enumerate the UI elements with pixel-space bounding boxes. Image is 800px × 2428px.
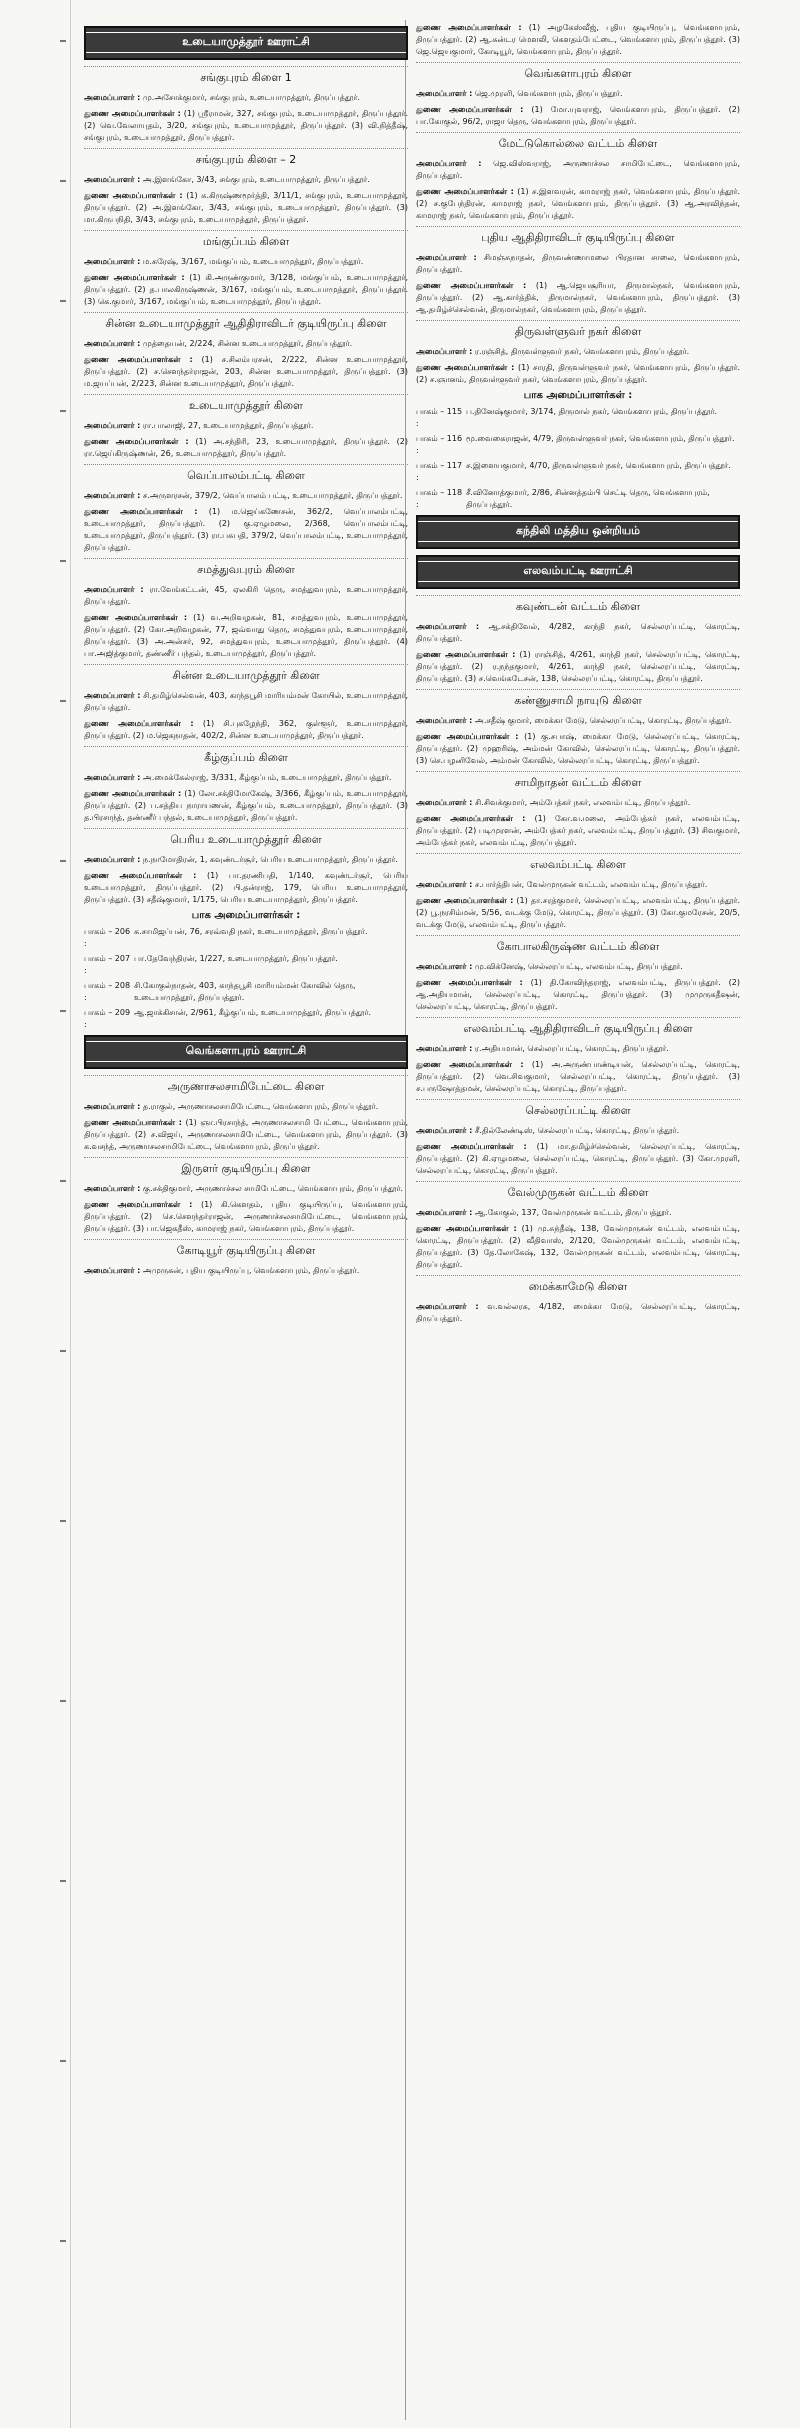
booth-text: ஆ.ஜாக்கிசான், 2/961, கீழ்குப்பம், உடையாமுத்தூர், திருப்பத்தூர். — [134, 1008, 372, 1017]
union-banner: கந்திலி மத்திய ஒன்றியம் — [416, 515, 740, 549]
deputies-line: துணை அமைப்பாளர்கள் : (1) கோ.வ.மலை, அம்பேத்கர் நகர், எலவம்பட்டி, திருப்பத்தூர். (2) படிமுரளன், அம்பேத்கர் நகர், எலவம்பட்டி, திருப்பத்தூர். (3) சிவகுமார், அம்பேத்கர் நகர், எலவம்பட்டி, திருப்பத்தூர். — [416, 814, 741, 847]
booth-text: மூ.வைகைராஜன், 4/79, திருவள்ளுவர் நகர், வெங்களாபுரம், திருப்பத்தூர். — [466, 434, 735, 443]
branch-section — [416, 1275, 740, 1325]
leader-line: அமைப்பாளர் : ரா.பாலாஜி, 27, உடையாமுத்தூர், திருப்பத்தூர். — [84, 421, 314, 430]
branch-section — [84, 558, 408, 660]
deputies-line: துணை அமைப்பாளர்கள் : (1) அ.சந்திரி, 23, உடையாமுத்தூர், திருப்பத்தூர். (2) ரா.ஜெய்கிருஷ்ணன், 26, உடையாமுத்தூர், திருப்பத்தூர். — [84, 437, 408, 458]
booth-label: பாகம் – 208 : — [84, 981, 131, 1002]
booth-row — [416, 406, 740, 430]
branch-section — [416, 1099, 740, 1177]
branch-section — [416, 132, 740, 222]
deputies-line: துணை அமைப்பாளர்கள் : (1) மா.தமிழ்ச்செல்வன், செல்லரப்பட்டி, கொரட்டி, திருப்பத்தூர். (2) கி.ஏழுமலை, செல்லரப்பட்டி, கொரட்டி, திருப்பத்தூர். (3) கோ.முரளி, செல்லரப்பட்டி, கொரட்டி, திருப்பத்தூர். — [416, 1142, 741, 1175]
branch-title: உடையாமுத்தூர் கிளை — [84, 394, 408, 417]
leader-line: அமைப்பாளர் : சிமஞ்சுநாதன், திருவண்ணாமலை பிரதான சாலை, வெங்களாபுரம், திருப்பத்தூர். — [416, 253, 740, 274]
booth-text: சி.கோகுல்நாதன், 403, காந்தபூசி மாரியம்மன் கோவில் தெரு, உடையாமுத்தூர், திருப்பத்தூர். — [134, 981, 356, 1002]
branch-title: மேட்டுகொல்லை வட்டம் கிளை — [416, 132, 740, 155]
branch-section — [84, 66, 408, 144]
deputies-line: துணை அமைப்பாளர்கள் : (1) கி.கௌதம், புதிய குடியிருப்பு, வெங்களாபுரம், திருப்பத்தூர். (2) செ.சௌந்தர்ராஜன், அருணாச்சலசாமிபேட்டை, வெங்களாபுரம், திருப்பத்தூர். (3) பா.ஜெகதீஸ், காமராஜ் நகர், வெங்களாபுரம், திருப்பத்தூர். — [84, 1200, 408, 1233]
branch-title: புதிய ஆதிதிராவிடர் குடியிருப்பு கிளை — [416, 226, 740, 249]
branch-section — [416, 320, 740, 386]
deputies-line: துணை அமைப்பாளர்கள் : (1) அ.அருண்பாண்டியன், செல்லரப்பட்டி, கொரட்டி, திருப்பத்தூர். (2) வெ.சிவகுமார், செல்லரப்பட்டி, கொரட்டி, திருப்பத்தூர். (3) ச.பருஷோத்தமன், செல்லரப்பட்டி, கொரட்டி, திருப்பத்தூர். — [416, 1060, 741, 1093]
panchayat-banner-right: எலவம்பட்டி ஊராட்சி — [416, 555, 740, 589]
left-margin-fragment — [0, 0, 71, 2428]
leader-line: அமைப்பாளர் : அ.சதீஷ் குமார், மைக்கா மேடு, செல்லரப்பட்டி, கொரட்டி, திருப்பத்தூர். — [416, 716, 732, 725]
branch-title: வெங்களாபுரம் கிளை — [416, 62, 740, 85]
branch-title: மங்குப்பம் கிளை — [84, 230, 408, 253]
panchayat-banner-2: வெங்களாபுரம் ஊராட்சி — [84, 1035, 408, 1069]
branch-section — [416, 1017, 740, 1095]
deputies-line: துணை அமைப்பாளர்கள் : (1) பா.தரணிபதி, 1/140, கவுண்டர்சூர், பெரிய உடையாமுத்தூர், திருப்பத்தூர். (2) பி.தன்ராஜ், 179, பெரிய உடையாமுத்தூர், திருப்பத்தூர். (3) சதீஷ்குமார், 1/175, பெரிய உடையாமுத்தூர், திருப்பத்தூர். — [84, 871, 408, 904]
booth-text: ச.இளையகுமார், 4/70, திருவள்ளுவர் நகர், வெங்களாபுரம், திருப்பத்தூர். — [466, 461, 731, 470]
leader-line: அமைப்பாளர் : ச.அருளரசன், 379/2, வெப்பாலம் பட்டி, உடையாமுத்தூர், திருப்பத்தூர். — [84, 491, 403, 500]
leader-line: அமைப்பாளர் : வ.வல்லரசு, 4/182, மைக்கா மேடு, செல்லரப்பட்டி, கொரட்டி, திருப்பத்தூர். — [416, 1302, 740, 1323]
leader-line: அமைப்பாளர் : ச.பார்த்திபன், வேல்முருகன் வட்டம், எலவம்பட்டி, திருப்பத்தூர். — [416, 880, 708, 889]
branch-title: சின்ன உடையாமுத்தூர் கிளை — [84, 664, 408, 687]
branch-section — [416, 935, 740, 1013]
booth-row — [84, 980, 408, 1004]
branch-section — [416, 853, 740, 931]
branch-section — [84, 148, 408, 226]
leader-line: அமைப்பாளர் : அ.இளங்கோ, 3/43, சங்குபுரம், உடையாமுத்தூர், திருப்பத்தூர். — [84, 175, 370, 184]
booth-label: பாகம் – 117 : — [416, 461, 463, 482]
leader-line: அமைப்பாளர் : ந.நாமோதிரன், 1, கவுண்டர்சூர், பெரிய உடையாமுத்தூர், திருப்பத்தூர். — [84, 855, 398, 864]
branch-section — [84, 312, 408, 390]
leader-line: அமைப்பாளர் : ரா.வேங்கட்டன், 45, ஏலகிரி தெரு, சமத்துவபுரம், உடையாமுத்தூர், திருப்பத்தூர். — [84, 585, 409, 606]
leader-line: அமைப்பாளர் : சி.சிவக்குமார், அம்பேத்கர் நகர், எலவம்பட்டி, திருப்பத்தூர். — [416, 798, 691, 807]
leader-line: அமைப்பாளர் : ர.அதியமான், செல்லரப்பட்டி, கொரட்டி, திருப்பத்தூர். — [416, 1044, 669, 1053]
branch-title: திருவள்ளுவர் நகர் கிளை — [416, 320, 740, 343]
panchayat-banner: உடையாமுத்தூர் ஊராட்சி — [84, 26, 408, 60]
leader-line: அமைப்பாளர் : முத்தையன், 2/224, சின்ன உடையாமுத்தூர், திருப்பத்தூர். — [84, 339, 353, 348]
branch-section — [84, 1157, 408, 1235]
leader-line: அமைப்பாளர் : மு.விக்னேஷ், செல்லரப்பட்டி, எலவம்பட்டி, திருப்பத்தூர். — [416, 962, 683, 971]
leader-line: அமைப்பாளர் : ம.சுரேஷ், 3/167, மங்குப்பம், உடையாமுத்தூர், திருப்பத்தூர். — [84, 257, 364, 266]
leader-line: அமைப்பாளர் : மு.அசோக்குமார், சங்குபுரம், உடையாமுத்தூர், திருப்பத்தூர். — [84, 93, 360, 102]
deputies-line: துணை அமைப்பாளர்கள் : (1) ச.இளவரன், காமராஜ் நகர், வெங்களாபுரம், திருப்பத்தூர். (2) ச.குபேந்திரன், காமராஜ் நகர், வெங்களாபுரம், திருப்பத்தூர். (3) ஆ.அரவிந்தன், காமராஜ் நகர், வெங்களாபுரம், திருப்பத்தூர். — [416, 187, 740, 220]
booth-heading: பாக அமைப்பாளர்கள் : — [191, 910, 301, 921]
booth-row — [416, 433, 740, 457]
branch-section — [84, 394, 408, 460]
leader-line: அமைப்பாளர் : சி.தமிழ்செல்வன், 403, காந்தபூசி மாரியம்மன் கோயில், உடையாமுத்தூர், திருப்பத்தூர். — [84, 691, 408, 712]
branch-title: சமத்துவபுரம் கிளை — [84, 558, 408, 581]
booth-organisers-right — [416, 390, 740, 511]
branch-title: வேல்முருகன் வட்டம் கிளை — [416, 1181, 740, 1204]
branch-title: கவுண்டன் வட்டம் கிளை — [416, 595, 740, 618]
booth-organisers — [84, 910, 408, 1031]
branch-title: கண்ணுசாமி நாயுடு கிளை — [416, 689, 740, 712]
branch-section — [416, 595, 740, 685]
continued-section: துணை அமைப்பாளர்கள் : (1) அழகேஸ்வீஜ், புதிய குடியிருப்பு, வெங்களாபுரம், திருப்பத்தூர். (2) ஆ.சுன்டர மெளலி, கௌதம்பேட்டை, வெங்களாபுரம், திருப்பத்தூர். (3) ஜெ.ஜெயகுமார், கோடியூர், வெங்களாபுரம், திருப்பத்தூர். — [416, 23, 740, 56]
branch-title: அருணாசலசாமிபேட்டை கிளை — [84, 1075, 408, 1098]
deputies-line: துணை அமைப்பாளர்கள் : (1) மோ.யுவராஜ், வெங்களாபுரம், திருப்பத்தூர். (2) பா.கோகுல், 96/2, ராஜா தெரு, வெங்களாபுரம், திருப்பத்தூர். — [416, 105, 740, 126]
deputies-line: துணை அமைப்பாளர்கள் : (1) கு.சபாஷ், மைக்கா மேடு, செல்லரப்பட்டி, கொரட்டி, திருப்பத்தூர். (2) முஹரிஷ், அம்மன் கோவில், செல்லரப்பட்டி, கொரட்டி, திருப்பத்தூர். (3) செ.பழனிவேல், அம்மன் கோவில், செல்லரப்பட்டி, கொரட்டி, திருப்பத்தூர். — [416, 732, 740, 765]
leader-line: அமைப்பாளர் : கு.சக்திகுமார், அருணாச்சல சாமிபேட்டை, வெங்களாபுரம், திருப்பத்தூர். — [84, 1184, 404, 1193]
deputies-line: துணை அமைப்பாளர்கள் : (1) ஸ்ரீராமன், 327, சங்குபுரம், உடையாமுத்தூர், திருப்பத்தூர். (2) வெ.வேலாயுதம், 3/20, சங்குபுரம், உடையாமுத்தூர், திருப்பத்தூர். (3) வி.நித்தீஷ், சங்குபுரம், உடையாமுத்தூர், திருப்பத்தூர். — [84, 109, 408, 142]
booth-row — [416, 460, 740, 484]
branch-title: எலவம்பட்டி ஆதிதிராவிடர் குடியிருப்பு கிளை — [416, 1017, 740, 1040]
deputies-line: துணை அமைப்பாளர்கள் : (1) ம.ஜெய்கணேசன், 362/2, வெப்பாலம்பட்டி, உடையாமுத்தூர், திருப்பத்தூர். (2) கு.ஏழுமலை, 2/368, வெப்பாலம்பட்டி, உடையாமுத்தூர், திருப்பத்தூர். (3) ரா.பசுபதி, 379/2, வெப்பாலம்பட்டி, உடையாமுத்தூர், திருப்பத்தூர். — [84, 507, 409, 552]
booth-label: பாகம் – 115 : — [416, 407, 463, 428]
booth-text: க.சாமிஜப்பன், 76, சரவ்வதி நகர், உடையாமுத்தூர், திருப்பத்தூர். — [134, 927, 368, 936]
deputies-line: துணை அமைப்பாளர்கள் : (1) ஞா.பிரசாந்த், அருணாசலசாமி பேட்டை, வெங்களாபுரம், திருப்பத்தூர். (2) ச.விஜய், அருணாசலசாமிபேட்டை, வெங்களாபுரம், திருப்பத்தூர். (3) க.வசந்த், அருணாசலசாமிபேட்டை, வெங்களாபுரம், திருப்பத்தூர். — [84, 1118, 408, 1151]
branch-section — [416, 1181, 740, 1271]
branch-title: வெப்பாலம்பட்டி கிளை — [84, 464, 408, 487]
left-column — [84, 22, 408, 1281]
leader-line: அமைப்பாளர் : ஆ.கோகுல், 137, வேல்முருகன் வட்டம், திருப்பத்தூர். — [416, 1208, 672, 1217]
booth-label: பாகம் – 207 : — [84, 954, 131, 975]
branch-title: சங்குபுரம் கிளை – 2 — [84, 148, 408, 171]
leader-line: அமைப்பாளர் : த.ராகுல், அருணாசலசாமிபேட்டை, வெங்களாபுரம், திருப்பத்தூர். — [84, 1102, 379, 1111]
booth-text: பா.தேவேந்திரன், 1/227, உடையாமுத்தூர், திருப்பத்தூர். — [134, 954, 338, 963]
booth-row — [84, 1007, 408, 1031]
branch-title: சின்ன உடையாமுத்தூர் ஆதிதிராவிடர் குடியிருப்பு கிளை — [84, 312, 408, 335]
booth-text: ப.தினேஷ்குமார், 3/174, திருமால் நகர், வெங்களாபுரம், திருப்பத்தூர். — [466, 407, 718, 416]
branch-title: கீழ்குப்பம் கிளை — [84, 746, 408, 769]
branch-title: கோபாலகிருஷ்ண வட்டம் கிளை — [416, 935, 740, 958]
branch-title: மைக்காமேடு கிளை — [416, 1275, 740, 1298]
branch-section — [84, 230, 408, 308]
branch-title: சங்குபுரம் கிளை 1 — [84, 66, 408, 89]
booth-label: பாகம் – 209 : — [84, 1008, 131, 1029]
deputies-line: துணை அமைப்பாளர்கள் : (1) சாரதி, திருவள்ளுவர் நகர், வெங்களாபுரம், திருப்பத்தூர். (2) ச.ஞானம், திருவள்ளுவர் நகர், வெங்களாபுரம், திருப்பத்தூர். — [416, 363, 740, 384]
leader-line: அமைப்பாளர் : ஜெ.முரளி, வெங்களாபுரம், திருப்பத்தூர். — [416, 89, 623, 98]
right-column — [416, 22, 740, 1329]
deputies-line: துணை அமைப்பாளர்கள் : (1) ஆ.ஜெயசூரியா, திருமால்நகர், வெங்களாபுரம், திருப்பத்தூர். (2) ஆ.கார்த்திக், திருமால்நகர், வெங்களாபுரம், திருப்பத்தூர். (3) ஆ.தமிழ்ச்செல்வன், திருமால்நகர், வெங்களாபுரம், திருப்பத்தூர். — [416, 281, 741, 314]
branch-title: செல்லரப்பட்டி கிளை — [416, 1099, 740, 1122]
booth-label: பாகம் – 118 : — [416, 488, 463, 509]
deputies-line: துணை அமைப்பாளர்கள் : (1) தா.சரத்குமார், செல்லரப்பட்டி, எலவம்பட்டி, திருப்பத்தூர். (2) பூ.நரசிம்மன், 5/56, வடக்கு மேடு, கொரட்டி, திருப்பத்தூர். (3) கோ.குமரேசன், 20/5, வடக்கு மேடு, எலவம்பட்டி, திருப்பத்தூர். — [416, 896, 740, 929]
booth-heading: பாக அமைப்பாளர்கள் : — [523, 390, 633, 401]
branch-section — [84, 746, 408, 824]
booth-row — [84, 953, 408, 977]
branch-title: பெரிய உடையாமுத்தூர் கிளை — [84, 828, 408, 851]
booth-label: பாகம் – 116 : — [416, 434, 463, 455]
deputies-line: துணை அமைப்பாளர்கள் : (1) மு.சுந்தீஷ், 138, வேல்முருகன் வட்டம், எலவம்பட்டி, கொரட்டி, திருப்பத்தூர். (2) வீதிவாஸ், 2/120, வேல்முருகன் வட்டம், எலவம்பட்டி, திருப்பத்தூர். (3) தே.லோகேஷ், 132, வேல்முருகன் வட்டம், எலவம்பட்டி, கொரட்டி, திருப்பத்தூர். — [416, 1224, 740, 1269]
branch-title: எலவம்பட்டி கிளை — [416, 853, 740, 876]
booth-row — [416, 487, 740, 511]
branch-title: கோடியூர் குடியிருப்பு கிளை — [84, 1239, 408, 1262]
leader-line: அமைப்பாளர் : ஆ.சக்திவேல், 4/282, காந்தி நகர், செல்லரப்பட்டி, கொரட்டி, திருப்பத்தூர். — [416, 622, 740, 643]
branch-section — [416, 62, 740, 128]
branch-title: சாமிநாதன் வட்டம் கிளை — [416, 771, 740, 794]
booth-text: சீ.வினோத்குமார், 2/86, சின்னத்தம்பி செட்டி தெரு, வெங்களாபுரம், திருப்பத்தூர். — [466, 488, 710, 509]
deputies-line: துணை அமைப்பாளர்கள் : (1) சு.கிருஷ்ணமூர்த்தி, 3/11/1, சங்குபுரம், உடையாமுத்தூர், திருப்பத்தூர். (2) அ.இளங்கோ, 3/43, சங்குபுரம், உடையாமுத்தூர், திருப்பத்தூர். (3) மா.கிருபநிதி, 3/43, சங்குபுரம், உடையாமுத்தூர், திருப்பத்தூர். — [84, 191, 408, 224]
deputies-line: துணை அமைப்பாளர்கள் : (1) தி.கோவிந்தராஜ், எலவம்பட்டி, திருப்பத்தூர். (2) ஆ.அதியமான், செல்லரப்பட்டி, கொரட்டி, திருப்பத்தூர். (3) முமுருகதீஷன், செல்லரப்பட்டி, கொரட்டி, திருப்பத்தூர். — [416, 978, 740, 1011]
leader-line: அமைப்பாளர் : அ.மைக்கேல்ராஜ், 3/331, கீழ்குப்பம், உடையாமுத்தூர், திருப்பத்தூர். — [84, 773, 392, 782]
leader-line: அமைப்பாளர் : அமுருகன், புதிய குடியிருப்பு, வெங்களாபுரம், திருப்பத்தூர். — [84, 1266, 360, 1275]
branch-section — [84, 1075, 408, 1153]
branch-section — [84, 664, 408, 742]
leader-line: அமைப்பாளர் : ஜெ.விஸ்வராஜ், அருணாச்சல சாமிபேட்டை, வெங்களாபுரம், திருப்பத்தூர். — [416, 159, 741, 180]
leader-line: அமைப்பாளர் : ர.ரஞ்சித், திருவள்ளுவர் நகர், வெங்களாபுரம், திருப்பத்தூர். — [416, 347, 690, 356]
branch-section — [416, 689, 740, 767]
deputies-line: துணை அமைப்பாளர்கள் : (1) லோ.சக்திமோகேஷ், 3/366, கீழ்குப்பம், உடையாமுத்தூர், திருப்பத்தூர். (2) ப.சத்திய நாராயணன், கீழ்குப்பம், உடையாமுத்தூர், திருப்பத்தூர். (3) த.பிரசாந்த், தண்ணீர் பந்தல், உடையாமுத்தூர், திருப்பத்தூர். — [84, 789, 409, 822]
branch-title: இருளர் குடியிருப்பு கிளை — [84, 1157, 408, 1180]
branch-section — [84, 828, 408, 906]
deputies-line: துணை அமைப்பாளர்கள் : (1) கி.அருண்குமார், 3/128, மங்குப்பம், உடையாமுத்தூர், திருப்பத்தூர். (2) த.பாலகிருஷ்ணன், 3/167, மங்குப்பம், உடையாமுத்தூர், திருப்பத்தூர். (3) கெ.குமார், 3/167, மங்குப்பம், உடையாமுத்தூர், திருப்பத்தூர். — [84, 273, 408, 306]
leader-line: அமைப்பாளர் : சீ.தில்லேண்டிஸ், செல்லரப்பட்டி, கொரட்டி, திருப்பத்தூர். — [416, 1126, 680, 1135]
deputies-line: துணை அமைப்பாளர்கள் : (1) ச.சிலம்பரசன், 2/222, சின்ன உடையாமுத்தூர், திருப்பத்தூர். (2) ச.சௌந்தர்ராஜன், 203, சின்ன உடையாமுத்தூர், திருப்பத்தூர். (3) ம.ஜயப்பன், 2/223, சின்ன உடையாமுத்தூர், திருப்பத்தூர். — [84, 355, 408, 388]
booth-label: பாகம் – 206 : — [84, 927, 131, 948]
branch-section — [416, 771, 740, 849]
branch-section — [84, 1239, 408, 1277]
branch-section — [416, 226, 740, 316]
deputies-line: துணை அமைப்பாளர்கள் : (1) சி.புகழேந்தி, 362, குள்ளூர், உடையாமுத்தூர், திருப்பத்தூர். (2) ம.ஜெகநாதன், 402/2, சின்ன உடையாமுத்தூர், திருப்பத்தூர். — [84, 719, 408, 740]
booth-row — [84, 926, 408, 950]
deputies-line: துணை அமைப்பாளர்கள் : (1) ராஞ்சித், 4/261, காந்தி நகர், செல்லரப்பட்டி, கொரட்டி, திருப்பத்தூர். (2) ர.நந்தகுமார், 4/261, காந்தி நகர், செல்லரப்பட்டி, கொரட்டி, திருப்பத்தூர். (3) ச.வெங்கடேசன், 138, செல்லரப்பட்டி, கொரட்டி, திருப்பத்தூர். — [416, 650, 740, 683]
deputies-line: துணை அமைப்பாளர்கள் : (1) வ.அறிவழகன், 81, சமத்துவபுரம், உடையாமுத்தூர், திருப்பத்தூர். (2) கோ.அறிவழகன், 77, ஜவ்வாது தெரு, சமத்துவபுரம், உடையாமுத்தூர், திருப்பத்தூர். (3) அ.அன்சர், 92, சமத்துவபுரம், உடையாமுத்தூர், திருப்பத்தூர். (4) பா.அஜித்குமார், தண்ணீர் பந்தல், உடையாமுத்தூர், திருப்பத்தூர். — [84, 613, 409, 658]
branch-section — [84, 464, 408, 554]
